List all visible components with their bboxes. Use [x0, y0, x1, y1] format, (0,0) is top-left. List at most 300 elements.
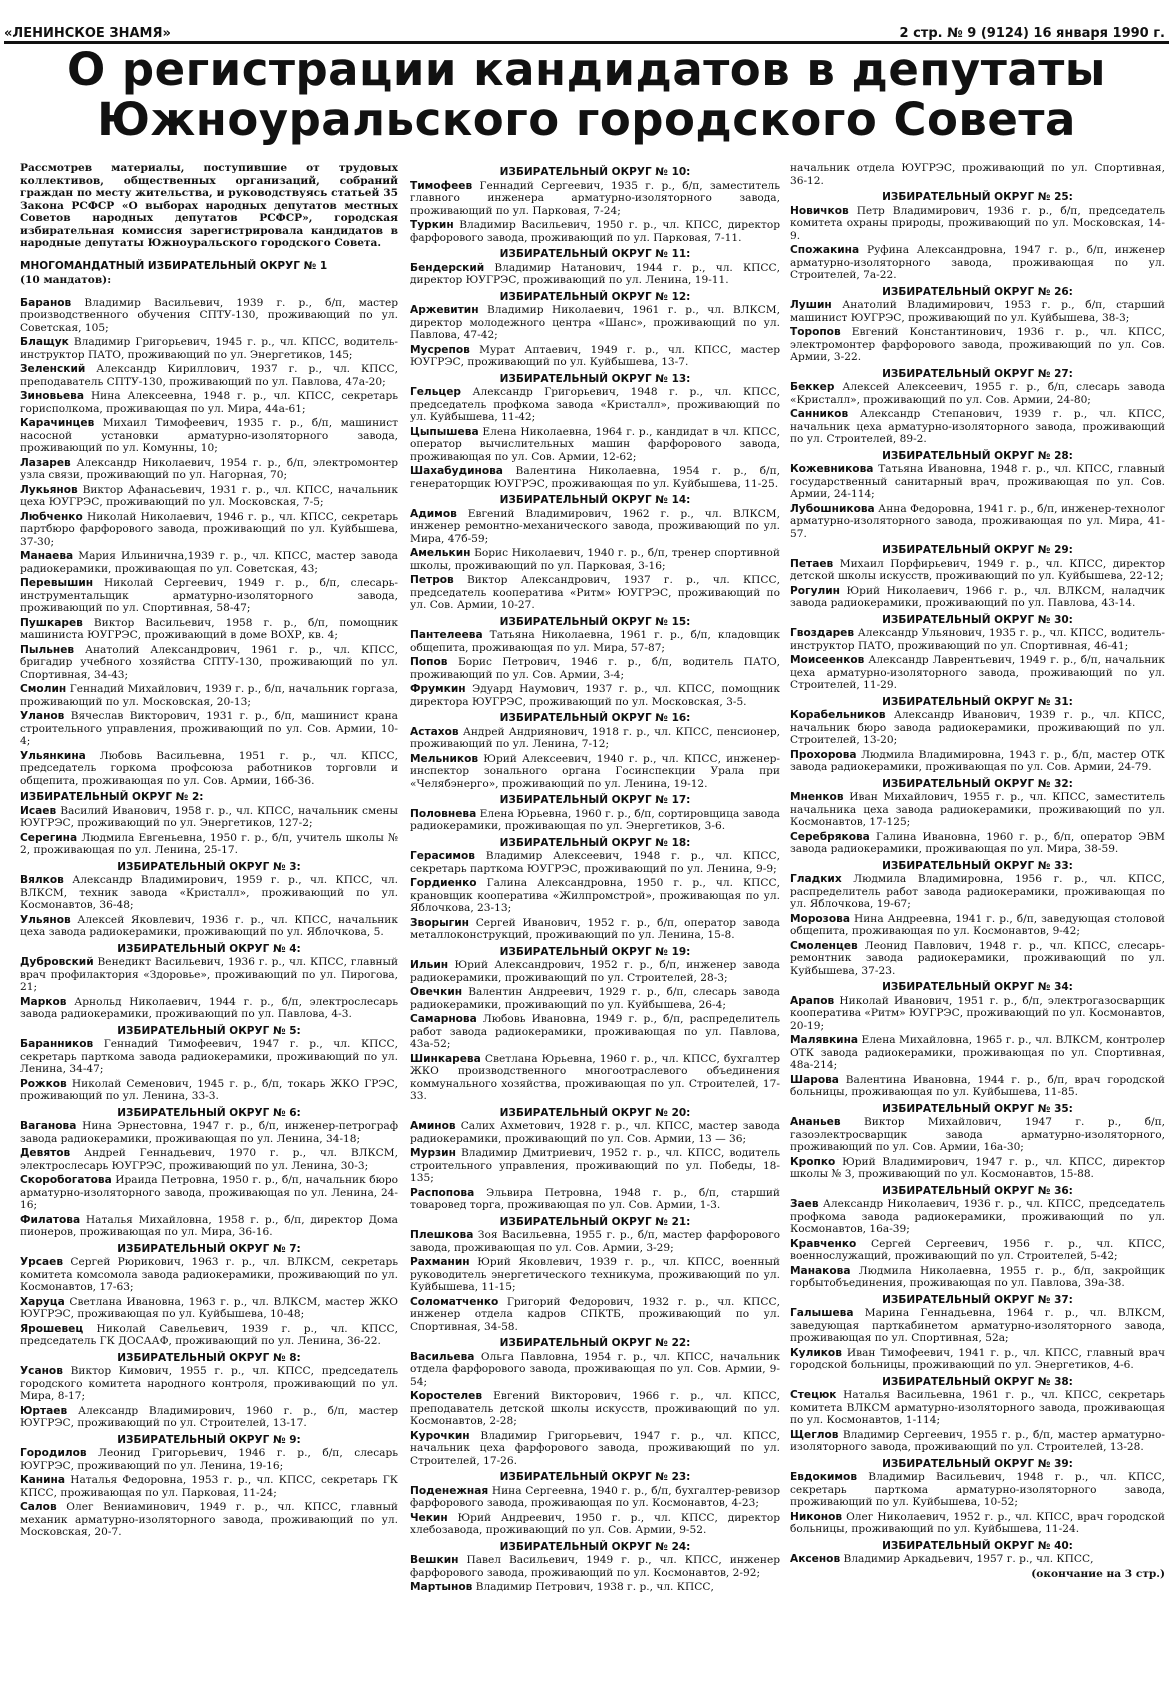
- candidate-entry: [20, 617, 398, 642]
- candidate-surname: Герасимов: [410, 850, 476, 862]
- candidate-entry: [790, 244, 1165, 282]
- candidate-surname: Амелькин: [410, 547, 471, 559]
- candidate-entry: [410, 1430, 780, 1468]
- candidate-details: Владимир Петрович, 1938 г. р., чл. КПСС,: [475, 1581, 714, 1593]
- candidate-entry: [410, 1013, 780, 1051]
- candidate-details: Наталья Федоровна, 1953 г. р., чл. КПСС, секретарь ГК КПСС, проживающая по ул. Парковая, 11-24;: [20, 1474, 398, 1499]
- candidate-surname: Серегина: [20, 831, 78, 844]
- district-heading: ИЗБИРАТЕЛЬНЫЙ ОКРУГ № 26:: [882, 285, 1073, 298]
- candidate-entry: [790, 585, 1165, 610]
- candidate-surname: Торопов: [790, 326, 841, 338]
- candidate-details: Нина Эрнестовна, 1947 г. р., б/п, инженер-петрограф завода радиокерамики, проживающая по ул. Ленина, 34-18;: [20, 1120, 398, 1145]
- candidate-details: Алексей Яковлевич, 1936 г. р., чл. КПСС, начальник цеха завода радиокерамики, проживающий по ул. Яблочкова, 5.: [20, 913, 398, 938]
- candidate-entry: [790, 1034, 1165, 1072]
- candidate-surname: Никонов: [790, 1510, 843, 1523]
- candidate-entry: [410, 986, 780, 1011]
- candidate-details: Юрий Андреевич, 1950 г. р., чл. КПСС, директор хлебозавода, проживающий по ул. Сов. Армии, 9-52.: [410, 1511, 780, 1536]
- candidate-entry: [20, 550, 398, 575]
- candidate-surname: Зиновьева: [20, 390, 84, 402]
- candidate-details: Виктор Александрович, 1937 г. р., чл. КПСС, председатель кооператива «Ритм» ЮУГРЭС, проживающий по ул. Сов. Армии, 10-27.: [410, 574, 780, 611]
- candidate-details: Павел Васильевич, 1949 г. р., чл. КПСС, инженер фарфорового завода, проживающий по ул. Космонавтов, 2-92;: [410, 1554, 780, 1579]
- candidate-surname: Гельцер: [410, 386, 462, 398]
- candidate-surname: Спожакина: [790, 244, 860, 256]
- candidate-surname: Овечкин: [410, 986, 463, 998]
- candidate-entry: [790, 1156, 1165, 1181]
- candidate-details: Сергей Рюрикович, 1963 г. р., чл. ВЛКСМ, секретарь комитета комсомола завода радиокерамики, проживающий по ул. Космонавтов, 17-63;: [20, 1256, 398, 1293]
- candidate-surname: Ананьев: [790, 1116, 841, 1128]
- district-heading: ИЗБИРАТЕЛЬНЫЙ ОКРУГ № 40:: [882, 1539, 1073, 1552]
- candidate-entry: [410, 1053, 780, 1103]
- candidate-details: Александр Владимирович, 1960 г. р., б/п, мастер ЮУГРЭС, проживающий по ул. Строителей, 13-17.: [20, 1404, 398, 1429]
- candidate-details: Михаил Тимофеевич, 1935 г. р., б/п, машинист насосной установки арматурно-изоляторного завода, проживающий по ул. Комунны, 10;: [20, 417, 398, 454]
- candidate-entry: [410, 386, 780, 424]
- column-2: [410, 162, 780, 1692]
- candidate-entry: [790, 381, 1165, 406]
- district-heading: ИЗБИРАТЕЛЬНЫЙ ОКРУГ № 32:: [882, 777, 1073, 790]
- candidate-surname: Распопова: [410, 1186, 475, 1199]
- candidate-details: Юрий Алексеевич, 1940 г. р., чл. КПСС, инженер-инспектор зонального органа Госинспекции Урала при «Челябэнерго», проживающий по ул. Ленина, 19-12.: [410, 752, 780, 790]
- candidate-details: Григорий Федорович, 1932 г. р., чл. КПСС, инженер отдела кадров СПКТБ, проживающий по ул. Спортивная, 34-58.: [410, 1295, 780, 1333]
- candidate-details: Руфина Александровна, 1947 г. р., б/п, инженер арматурно-изоляторного завода, проживающая по ул. Строителей, 7а-22.: [790, 244, 1165, 281]
- candidate-entry: [20, 297, 398, 335]
- candidate-details: Нина Сергеевна, 1940 г. р., б/п, бухгалтер-ревизор фарфорового завода, проживающая по ул. Космонавтов, 4-23;: [410, 1484, 780, 1509]
- candidate-entry: [410, 1512, 780, 1537]
- candidate-details: Елена Николаевна, 1964 г. р., кандидат в чл. КПСС, оператор вычислительных машин фарфорового завода, проживающая по ул. Сов. Армии, 12-62;: [410, 425, 780, 463]
- candidate-entry: [410, 547, 780, 572]
- candidate-details: Николай Семенович, 1945 г. р., б/п, токарь ЖКО ГРЭС, проживающий по ул. Ленина, 33-3.: [20, 1077, 398, 1102]
- candidate-entry: [20, 336, 398, 361]
- candidate-surname: Лушин: [790, 299, 832, 311]
- district-heading: ИЗБИРАТЕЛЬНЫЙ ОКРУГ № 28:: [882, 449, 1073, 462]
- candidate-list-1: [20, 297, 398, 1539]
- candidate-details: Юрий Николаевич, 1966 г. р., чл. ВЛКСМ, наладчик завода радиокерамики, проживающий по ул. Павлова, 43-14.: [790, 584, 1165, 609]
- candidate-details: Александр Иванович, 1939 г. р., чл. КПСС, начальник бюро завода радиокерамики, проживающий по ул. Строителей, 13-20;: [790, 709, 1165, 746]
- candidate-entry: [20, 390, 398, 415]
- candidate-entry: [410, 1485, 780, 1510]
- candidate-surname: Гвоздарев: [790, 627, 855, 639]
- candidate-surname: Исаев: [20, 804, 57, 817]
- candidate-details: Андрей Андриянович, 1918 г. р., чл. КПСС, пенсионер, проживающий по ул. Ленина, 7-12;: [410, 725, 780, 750]
- candidate-surname: Лубошникова: [790, 502, 875, 515]
- candidate-surname: Вялков: [20, 874, 64, 886]
- candidate-surname: Дубровский: [20, 956, 94, 968]
- candidate-surname: Вешкин: [410, 1554, 459, 1566]
- candidate-surname: Галышева: [790, 1307, 854, 1319]
- candidate-surname: Шахабудинова: [410, 465, 503, 477]
- candidate-details: Анна Федоровна, 1941 г. р., б/п, инженер-технолог арматурно-изоляторного завода, проживающая по ул. Мира, 41-57.: [790, 502, 1165, 540]
- candidate-entry: [410, 1229, 780, 1254]
- candidate-details: Владимир Васильевич, 1939 г. р., б/п, мастер производственного обучения СПТУ-130, проживающий по ул. Советская, 105;: [20, 296, 398, 334]
- candidate-surname: Ульянов: [20, 913, 71, 926]
- district-heading: ИЗБИРАТЕЛЬНЫЙ ОКРУГ № 36:: [882, 1184, 1073, 1197]
- candidate-surname: Смоленцев: [790, 939, 858, 952]
- candidate-entry: [20, 1501, 398, 1539]
- candidate-surname: Аминов: [410, 1120, 456, 1132]
- candidate-entry: [410, 1390, 780, 1428]
- candidate-entry: [790, 1389, 1165, 1427]
- candidate-details: Арнольд Николаевич, 1944 г. р., б/п, электрослесарь завода радиокерамики, проживающий по ул. Павлова, 4-3.: [20, 995, 398, 1020]
- multi-district-title: МНОГОМАНДАТНЫЙ ИЗБИРАТЕЛЬНЫЙ ОКРУГ № 1: [20, 259, 328, 272]
- candidate-details: Сергей Иванович, 1952 г. р., б/п, оператор завода металлоконструкций, проживающий по ул. Ленина, 15-8.: [410, 916, 780, 941]
- candidate-entry: [20, 805, 398, 830]
- candidate-surname: Санников: [790, 408, 849, 420]
- candidate-details: Нина Андреевна, 1941 г. р., б/п, заведующая столовой общепита, проживающая по ул. Космонавтов, 9-42;: [790, 912, 1165, 937]
- continued-note: (окончание на 3 стр.): [1031, 1567, 1165, 1580]
- candidate-details: Мария Ильинична,1939 г. р., чл. КПСС, мастер завода радиокерамики, проживающая по ул. Советская, 43;: [20, 550, 398, 575]
- district-heading: ИЗБИРАТЕЛЬНЫЙ ОКРУГ № 5:: [117, 1024, 301, 1037]
- candidate-entry: [20, 1296, 398, 1321]
- candidate-entry: [20, 1038, 398, 1076]
- candidate-surname: Девятов: [20, 1147, 71, 1159]
- candidate-surname: Баранников: [20, 1038, 94, 1050]
- district-heading: ИЗБИРАТЕЛЬНЫЙ ОКРУГ № 20:: [499, 1106, 691, 1119]
- district-heading: ИЗБИРАТЕЛЬНЫЙ ОКРУГ № 13:: [499, 372, 691, 385]
- candidate-surname: Щеглов: [790, 1428, 839, 1441]
- candidate-details: Валентина Николаевна, 1954 г. р., б/п, генераторщик ЮУГРЭС, проживающая по ул. Куйбышева, 11-25.: [410, 465, 780, 490]
- candidate-entry: [790, 749, 1165, 774]
- candidate-details: Владимир Сергеевич, 1955 г. р., б/п, мастер арматурно-изоляторного завода, проживающий по ул. Строителей, 13-28.: [790, 1428, 1165, 1453]
- candidate-surname: Ильин: [410, 959, 449, 971]
- candidate-entry: [790, 558, 1165, 583]
- candidate-entry: [20, 1323, 398, 1348]
- candidate-entry: [790, 326, 1165, 364]
- candidate-details: Борис Петрович, 1946 г. р., б/п, водитель ПАТО, проживающий по ул. Сов. Армии, 3-4;: [410, 656, 780, 681]
- candidate-list-3: [790, 162, 1165, 1566]
- candidate-entry: [790, 205, 1165, 243]
- candidate-entry: [410, 508, 780, 546]
- candidate-entry: [20, 511, 398, 549]
- candidate-surname: Мненков: [790, 791, 844, 803]
- candidate-surname: Любченко: [20, 510, 83, 523]
- candidate-details: Николай Савельевич, 1939 г. р., чл. КПСС, председатель ГК ДОСААФ, проживающий по ул. Ленина, 36-22.: [20, 1322, 398, 1347]
- candidate-details: Марина Геннадьевна, 1964 г. р., чл. ВЛКСМ, заведующая парткабинетом арматурно-изоляторного завода, проживающая по ул. Спортивная, 52а;: [790, 1307, 1165, 1344]
- candidate-details: Людмила Евгеньевна, 1950 г. р., б/п, учитель школы № 2, проживающая по ул. Ленина, 25-17.: [20, 831, 398, 856]
- candidate-entry: [790, 831, 1165, 856]
- candidate-details: Татьяна Ивановна, 1948 г. р., чл. КПСС, главный государственный санитарный врач, проживающая по ул. Сов. Армии, 24-114;: [790, 463, 1165, 500]
- candidate-details: Ираида Петровна, 1950 г. р., б/п, начальник бюро арматурно-изоляторного завода, проживающая по ул. Ленина, 24-16;: [20, 1174, 398, 1211]
- candidate-details: Владимир Григорьевич, 1945 г. р., чл. КПСС, водитель-инструктор ПАТО, проживающий по ул. Энергетиков, 145;: [20, 336, 398, 361]
- candidate-details: Владимир Алексеевич, 1948 г. р., чл. КПСС, секретарь парткома ЮУГРЭС, проживающий по ул. Ленина, 9-9;: [410, 850, 780, 875]
- candidate-details: Владимир Натанович, 1944 г. р., чл. КПСС, директор ЮУГРЭС, проживающий по ул. Ленина, 19-11.: [410, 261, 780, 286]
- candidate-details: Александр Ульянович, 1935 г. р., чл. КПСС, водитель-инструктор ПАТО, проживающий по ул. Спортивная, 46-41;: [790, 627, 1165, 652]
- candidate-surname: Цыпышева: [410, 425, 479, 438]
- candidate-surname: Пыльнев: [20, 643, 75, 656]
- candidate-surname: Прохорова: [790, 748, 857, 761]
- intro-paragraph: Рассмотрев материалы, поступившие от трудовых коллективов, общественных организаций, собраний граждан по месту жительства, и руководствуясь статьей 35 Закона РСФСР «О выборах народных депутатов местных Советов народных депутатов РСФСР», городская избирательная комиссия зарегистрировала кандидатов в народные депутаты Южноуральского городского Совета.: [20, 162, 398, 249]
- candidate-surname: Смолин: [20, 683, 67, 695]
- district-heading: ИЗБИРАТЕЛЬНЫЙ ОКРУГ № 33:: [882, 859, 1073, 872]
- candidate-surname: Харуца: [20, 1295, 65, 1308]
- candidate-details: Николай Николаевич, 1946 г. р., чл. КПСС, секретарь партбюро фарфорового завода, проживающий по ул. Куйбышева, 37-30;: [20, 510, 398, 548]
- candidate-entry: [20, 1447, 398, 1472]
- candidate-surname: Корабельников: [790, 709, 886, 721]
- candidate-details: Александр Владимирович, 1959 г. р., чл. КПСС, чл. ВЛКСМ, техник завода «Кристалл», проживающий по ул. Космонавтов, 36-48;: [20, 874, 398, 911]
- candidate-surname: Малявкина: [790, 1034, 859, 1046]
- candidate-details: Людмила Николаевна, 1955 г. р., б/п, закройщик горбытобъединения, проживающая по ул. Павлова, 39а-38.: [790, 1264, 1165, 1289]
- candidate-details: Валентина Ивановна, 1944 г. р., б/п, врач городской больницы, проживающая по ул. Куйбышева, 11-85.: [790, 1073, 1165, 1098]
- candidate-surname: Тимофеев: [410, 179, 473, 192]
- candidate-details: Николай Иванович, 1951 г. р., б/п, электрогазосварщик кооператива «Ритм» ЮУГРЭС, проживающий по ул. Космонавтов, 20-19;: [790, 994, 1165, 1032]
- candidate-details: Петр Владимирович, 1936 г. р., б/п, председатель комитета охраны природы, проживающий по ул. Московская, 14-9.: [790, 204, 1165, 242]
- candidate-entry: [410, 344, 780, 369]
- candidate-surname: Аксенов: [790, 1553, 841, 1565]
- candidate-details: Владимир Дмитриевич, 1952 г. р., чл. КПСС, водитель строительного управления, проживающий по ул. Победы, 18-135;: [410, 1147, 780, 1184]
- candidate-surname: Фрумкин: [410, 683, 466, 695]
- candidate-details: Галина Ивановна, 1960 г. р., б/п, оператор ЭВМ завода радиокерамики, проживающая по ул. Мира, 38-59.: [790, 830, 1165, 855]
- candidate-entry: [20, 1405, 398, 1430]
- district-heading: ИЗБИРАТЕЛЬНЫЙ ОКРУГ № 9:: [117, 1433, 301, 1446]
- district-heading: ИЗБИРАТЕЛЬНЫЙ ОКРУГ № 31:: [882, 695, 1073, 708]
- candidate-surname: Карачинцев: [20, 417, 95, 429]
- candidate-surname: Зворыгин: [410, 916, 469, 929]
- candidate-surname: Уланов: [20, 710, 65, 722]
- candidate-entry: [410, 850, 780, 875]
- candidate-entry: [410, 917, 780, 942]
- district-heading: ИЗБИРАТЕЛЬНЫЙ ОКРУГ № 19:: [499, 945, 691, 958]
- candidate-surname: Половнева: [410, 807, 477, 820]
- candidate-details: Юрий Владимирович, 1947 г. р., чл. КПСС, директор школы № 3, проживающий по ул. Космонавтов, 15-88.: [790, 1155, 1165, 1180]
- candidate-entry: [790, 1347, 1165, 1372]
- district-heading: ИЗБИРАТЕЛЬНЫЙ ОКРУГ № 12:: [499, 290, 691, 303]
- district-heading: ИЗБИРАТЕЛЬНЫЙ ОКРУГ № 17:: [499, 794, 691, 806]
- candidate-surname: Урсаев: [20, 1256, 64, 1268]
- candidate-details: Михаил Порфирьевич, 1949 г. р., чл. КПСС, директор детской школы искусств, проживающий по ул. Куйбышева, 22-12;: [790, 557, 1165, 582]
- district-heading: ИЗБИРАТЕЛЬНЫЙ ОКРУГ № 30:: [882, 613, 1073, 626]
- candidate-details: Евгений Владимирович, 1962 г. р., чл. ВЛКСМ, инженер ремонтно-механического завода, проживающий по ул. Мира, 47б-59;: [410, 507, 780, 545]
- candidate-entry: [410, 629, 780, 654]
- candidate-surname: Филатова: [20, 1213, 81, 1226]
- candidate-surname: Гладких: [790, 873, 842, 885]
- candidate-surname: Новичков: [790, 204, 849, 217]
- candidate-details: Елена Юрьевна, 1960 г. р., б/п, сортировщица завода радиокерамики, проживающая по ул. Энергетиков, 3-6.: [410, 807, 780, 832]
- candidate-surname: Мурзин: [410, 1147, 456, 1159]
- column-3: [790, 162, 1165, 1692]
- candidate-entry: [20, 484, 398, 509]
- candidate-details: Вячеслав Викторович, 1931 г. р., б/п, машинист крана строительного управления, проживающий по ул. Сов. Армии, 10-4;: [20, 710, 398, 747]
- candidate-surname: Мусрепов: [410, 343, 470, 356]
- candidate-entry: [790, 654, 1165, 692]
- district-heading: ИЗБИРАТЕЛЬНЫЙ ОКРУГ № 21:: [499, 1215, 691, 1228]
- candidate-entry: [790, 940, 1165, 978]
- candidate-details: Владимир Николаевич, 1961 г. р., чл. ВЛКСМ, директор молодежного центра «Шанс», проживающий по ул. Павлова, 47-42;: [410, 304, 780, 341]
- mandates-count: (10 мандатов):: [20, 274, 112, 286]
- candidate-surname: Баранов: [20, 296, 72, 309]
- candidate-surname: Блащук: [20, 336, 69, 348]
- candidate-details: Олег Вениаминович, 1949 г. р., чл. КПСС, главный механик арматурно-изоляторного завода, проживающий по ул. Московская, 20-7.: [20, 1501, 398, 1538]
- candidate-entry: [790, 1471, 1165, 1509]
- candidate-surname: Ярошевец: [20, 1322, 84, 1335]
- district-heading: ИЗБИРАТЕЛЬНЫЙ ОКРУГ № 4:: [117, 942, 301, 955]
- candidate-entry: [790, 503, 1165, 541]
- candidate-entry: [790, 627, 1165, 652]
- district-heading: ИЗБИРАТЕЛЬНЫЙ ОКРУГ № 35:: [882, 1102, 1073, 1115]
- candidate-details: Галина Александровна, 1950 г. р., чл. КПСС, крановщик кооператива «Жилпромстрой», проживающая по ул. Яблочкова, 23-13;: [410, 877, 780, 914]
- candidate-details: Зоя Васильевна, 1955 г. р., б/п, мастер фарфорового завода, проживающая по ул. Сов. Армии, 3-29;: [410, 1229, 780, 1254]
- candidate-entry: [410, 656, 780, 681]
- candidate-entry: [790, 709, 1165, 747]
- candidate-entry: [20, 363, 398, 388]
- candidate-entry: [790, 995, 1165, 1033]
- candidate-entry: [20, 710, 398, 748]
- candidate-entry: [790, 408, 1165, 446]
- candidate-entry: [20, 1365, 398, 1403]
- candidate-surname: Беккер: [790, 381, 835, 393]
- candidate-entry: [20, 874, 398, 912]
- candidate-surname: Коростелев: [410, 1390, 483, 1402]
- candidate-surname: Васильева: [410, 1350, 475, 1363]
- newspaper-name: «ЛЕНИНСКОЕ ЗНАМЯ»: [4, 26, 171, 41]
- candidate-details: Людмила Владимировна, 1956 г. р., чл. КПСС, распределитель работ завода радиокерамики, проживающая по ул. Яблочкова, 19-67;: [790, 873, 1165, 910]
- candidate-surname: Кропко: [790, 1155, 836, 1168]
- candidate-details: Леонид Григорьевич, 1946 г. р., б/п, слесарь ЮУГРЭС, проживающий по ул. Ленина, 19-16;: [20, 1447, 398, 1472]
- candidate-entry: [20, 457, 398, 482]
- candidate-entry: [410, 1187, 780, 1212]
- candidate-details: Андрей Геннадьевич, 1970 г. р., чл. ВЛКСМ, электрослесарь ЮУГРЭС, проживающий по ул. Ленина, 30-3;: [20, 1147, 398, 1172]
- candidate-entry: [410, 1147, 780, 1185]
- candidate-entry: [790, 1307, 1165, 1345]
- candidate-surname: Соломатченко: [410, 1295, 499, 1308]
- candidate-details: Виктор Михайлович, 1947 г. р., б/п, газоэлектросварщик завода арматурно-изоляторного, проживающий по ул. Сов. Армии, 16а-30;: [790, 1116, 1165, 1153]
- candidate-surname: Серебрякова: [790, 830, 870, 843]
- candidate-entry: [790, 791, 1165, 829]
- candidate-surname: Мельников: [410, 752, 479, 765]
- district-heading: ИЗБИРАТЕЛЬНЫЙ ОКРУГ № 16:: [499, 712, 691, 724]
- candidate-entry: [20, 683, 398, 708]
- candidate-surname: Рогулин: [790, 584, 840, 597]
- candidate-details: Нина Алексеевна, 1948 г. р., чл. КПСС, секретарь горисполкома, проживающая по ул. Мира, 44а-61;: [20, 390, 398, 415]
- candidate-entry: [410, 465, 780, 490]
- candidate-surname: Куликов: [790, 1346, 842, 1359]
- candidate-surname: Туркин: [410, 219, 454, 231]
- candidate-details: Анатолий Владимирович, 1953 г. р., б/п, старший машинист ЮУГРЭС, проживающий по ул. Куйбышева, 38-3;: [790, 299, 1165, 324]
- candidate-entry: [790, 913, 1165, 938]
- candidate-details: Александр Григорьевич, 1948 г. р., чл. КПСС, председатель профкома завода «Кристалл», проживающий по ул. Куйбышева, 11-42;: [410, 386, 780, 423]
- candidate-entry: [20, 956, 398, 994]
- candidate-entry: [410, 304, 780, 342]
- candidate-entry: [410, 1256, 780, 1294]
- candidate-surname: Усанов: [20, 1365, 63, 1377]
- candidate-details: Виктор Васильевич, 1958 г. р., б/п, помощник машиниста ЮУГРЭС, проживающий в доме ВОХР, кв. 4;: [20, 616, 398, 641]
- candidate-surname: Морозова: [790, 912, 850, 925]
- candidate-surname: Манаева: [20, 550, 74, 562]
- candidate-details: Валентин Андреевич, 1929 г. р., б/п, слесарь завода радиокерамики, проживающий по ул. Куйбышева, 26-4;: [410, 986, 780, 1011]
- candidate-entry: [410, 683, 780, 708]
- candidate-surname: Шинкарева: [410, 1052, 481, 1065]
- candidate-entry: [410, 1120, 780, 1145]
- district-heading: ИЗБИРАТЕЛЬНЫЙ ОКРУГ № 8:: [117, 1351, 301, 1364]
- candidate-surname: Шарова: [790, 1073, 839, 1086]
- district-heading: ИЗБИРАТЕЛЬНЫЙ ОКРУГ № 7:: [117, 1242, 301, 1255]
- candidate-details: Светлана Юрьевна, 1960 г. р., чл. КПСС, бухгалтер ЖКО производственного многоотраслевого объединения коммунального хозяйства, проживающая по ул. Строителей, 17-33.: [410, 1052, 780, 1102]
- candidate-details: Геннадий Тимофеевич, 1947 г. р., чл. КПСС, секретарь парткома завода радиокерамики, проживающий по ул. Ленина, 34-47;: [20, 1038, 398, 1075]
- candidate-surname: Аржевитин: [410, 304, 479, 316]
- candidate-entry: [20, 1147, 398, 1172]
- district-heading: ИЗБИРАТЕЛЬНЫЙ ОКРУГ № 25:: [882, 191, 1073, 203]
- candidate-details: Людмила Владимировна, 1943 г. р., б/п, мастер ОТК завода радиокерамики, проживающая по ул. Сов. Армии, 24-79.: [790, 748, 1165, 773]
- candidate-entry: [790, 1198, 1165, 1236]
- candidate-details: Александр Николаевич, 1936 г. р., чл. КПСС, председатель профкома завода радиокерамики, проживающий по ул. Космонавтов, 16а-39;: [790, 1198, 1165, 1235]
- candidate-entry: [410, 753, 780, 791]
- district-heading: ИЗБИРАТЕЛЬНЫЙ ОКРУГ № 3:: [117, 860, 301, 873]
- district-heading: ИЗБИРАТЕЛЬНЫЙ ОКРУГ № 37:: [882, 1293, 1073, 1306]
- candidate-details: Александр Лаврентьевич, 1949 г. р., б/п, начальник цеха арматурно-изоляторного завода, проживающий по ул. Строителей, 11-29.: [790, 654, 1165, 691]
- candidate-details: Анатолий Александрович, 1961 г. р., чл. КПСС, бригадир учебного хозяйства СПТУ-130, проживающий по ул. Спортивная, 34-43;: [20, 643, 398, 681]
- candidate-details: Салих Ахметович, 1928 г. р., чл. КПСС, мастер завода радиокерамики, проживающий по ул. Сов. Армии, 13 — 36;: [410, 1120, 780, 1145]
- candidate-details: Юрий Яковлевич, 1939 г. р., чл. КПСС, военный руководитель энергетического техникума, проживающий по ул. Куйбышева, 11-15;: [410, 1256, 780, 1293]
- candidate-surname: Юртаев: [20, 1404, 68, 1417]
- candidate-entry: [790, 1511, 1165, 1536]
- candidate-surname: Скоробогатова: [20, 1174, 112, 1186]
- headline-line-1: О регистрации кандидатов в депутаты: [67, 43, 1106, 96]
- candidate-surname: Городилов: [20, 1447, 87, 1459]
- candidate-surname: Мартынов: [410, 1581, 473, 1593]
- candidate-details: Алексей Алексеевич, 1955 г. р., б/п, слесарь завода «Кристалл», проживающий по ул. Сов. Армии, 24-80;: [790, 381, 1165, 406]
- candidate-details: Геннадий Михайлович, 1939 г. р., б/п, начальник горгаза, проживающий по ул. Московская, 20-13;: [20, 683, 398, 708]
- candidate-surname: Рожков: [20, 1077, 67, 1090]
- candidate-entry: [410, 219, 780, 244]
- candidate-details: Владимир Васильевич, 1950 г. р., чл. КПСС, директор фарфорового завода, проживающий по ул. Парковая, 7-11.: [410, 219, 780, 244]
- candidate-surname: Гордиенко: [410, 877, 477, 889]
- candidate-surname: Арапов: [790, 994, 835, 1007]
- candidate-entry: [790, 463, 1165, 501]
- candidate-surname: Поденежная: [410, 1484, 489, 1497]
- masthead: [0, 4, 1173, 41]
- candidate-details: Евгений Викторович, 1966 г. р., чл. КПСС, преподаватель детской школы искусств, проживающий по ул. Космонавтов, 2-28;: [410, 1390, 780, 1427]
- candidate-entry: [790, 1553, 1165, 1566]
- candidate-details: Николай Сергеевич, 1949 г. р., б/п, слесарь-инструментальщик арматурно-изоляторного завода, проживающий по ул. Спортивная, 58-47;: [20, 577, 398, 614]
- candidate-surname: Канина: [20, 1474, 66, 1486]
- candidate-surname: Плешкова: [410, 1229, 474, 1241]
- candidate-details: Ольга Павловна, 1954 г. р., чл. КПСС, начальник отдела фарфорового завода, проживающая по ул. Сов. Армии, 9-54;: [410, 1350, 780, 1388]
- candidate-entry: [790, 1116, 1165, 1154]
- candidate-surname: Салов: [20, 1501, 57, 1513]
- candidate-surname: Стецюк: [790, 1389, 837, 1401]
- candidate-surname: Лукьянов: [20, 483, 78, 496]
- candidate-details: Светлана Ивановна, 1963 г. р., чл. ВЛКСМ, мастер ЖКО ЮУГРЭС, проживающая по ул. Куйбышева, 10-48;: [20, 1295, 398, 1320]
- candidate-entry: [20, 1120, 398, 1145]
- candidate-entry: [790, 1265, 1165, 1290]
- candidate-surname: Петаев: [790, 557, 834, 570]
- candidate-surname: Адимов: [410, 507, 457, 520]
- candidate-entry: [410, 808, 780, 833]
- candidate-details: Владимир Григорьевич, 1947 г. р., чл. КПСС, начальник цеха фарфорового завода, проживающий по ул. Строителей, 17-26.: [410, 1429, 780, 1467]
- candidate-entry: [790, 1238, 1165, 1263]
- candidate-details: Татьяна Николаевна, 1961 г. р., б/п, кладовщик общепита, проживающая по ул. Мира, 57-87;: [410, 629, 780, 654]
- candidate-details: Виктор Кимович, 1955 г. р., чл. КПСС, председатель городского комитета народного контроля, проживающий по ул. Мира, 8-17;: [20, 1365, 398, 1402]
- district-heading: ИЗБИРАТЕЛЬНЫЙ ОКРУГ № 10:: [499, 166, 691, 178]
- candidate-surname: Перевышин: [20, 577, 94, 589]
- district-heading: ИЗБИРАТЕЛЬНЫЙ ОКРУГ № 22:: [499, 1337, 691, 1349]
- candidate-list-2: [410, 166, 780, 1594]
- candidate-details: Наталья Михайловна, 1958 г. р., б/п, директор Дома пионеров, проживающая по ул. Мира, 36-16.: [20, 1213, 398, 1238]
- candidate-details: Иван Тимофеевич, 1941 г. р., чл. КПСС, главный врач городской больницы, проживающий по ул. Энергетиков, 4-6.: [790, 1346, 1165, 1371]
- district-heading: ИЗБИРАТЕЛЬНЫЙ ОКРУГ № 11:: [499, 248, 691, 260]
- candidate-details: Мурат Аптаевич, 1949 г. р., чл. КПСС, мастер ЮУГРЭС, проживающий по ул. Куйбышева, 13-7.: [410, 343, 780, 368]
- candidate-entry: [20, 644, 398, 682]
- candidate-entry: [20, 417, 398, 455]
- candidate-entry: [410, 1554, 780, 1579]
- district-heading: ИЗБИРАТЕЛЬНЫЙ ОКРУГ № 18:: [499, 836, 691, 849]
- candidate-surname: Кравченко: [790, 1237, 857, 1250]
- headline: [0, 45, 1173, 145]
- candidate-entry: [20, 996, 398, 1021]
- candidate-entry: [20, 750, 398, 788]
- candidate-entry: [20, 1078, 398, 1103]
- candidate-surname: Курочкин: [410, 1429, 470, 1442]
- candidate-surname: Кожевникова: [790, 463, 874, 475]
- candidate-details: Василий Иванович, 1958 г. р., чл. КПСС, начальник смены ЮУГРЭС, проживающий по ул. Энергетиков, 127-2;: [20, 804, 398, 829]
- candidate-entry: [20, 1214, 398, 1239]
